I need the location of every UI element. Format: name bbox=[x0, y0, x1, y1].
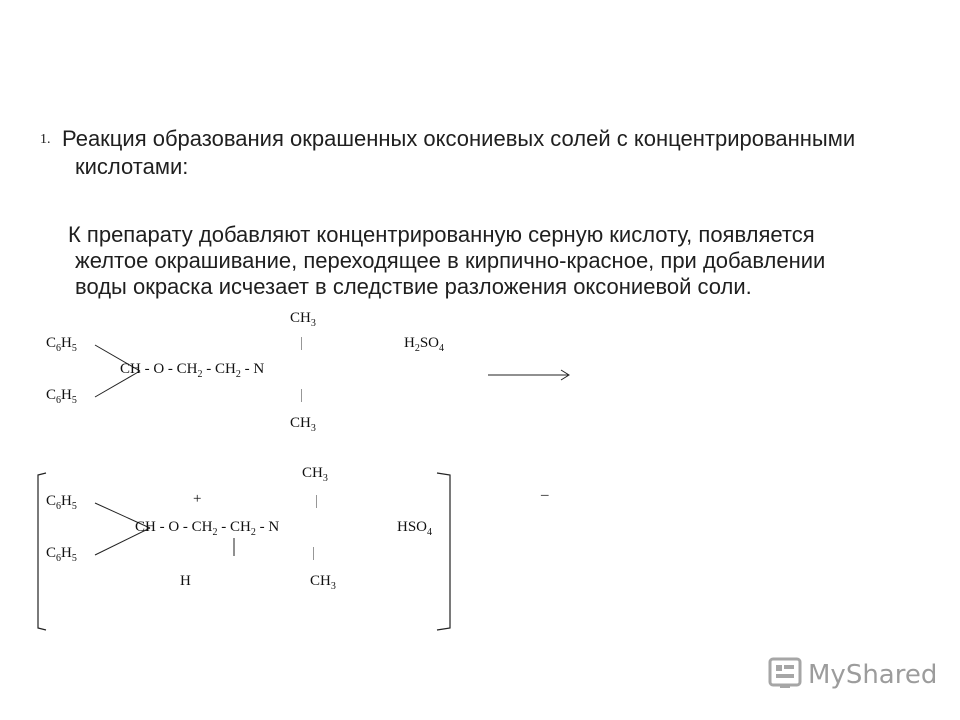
r1-bond-bottom: | bbox=[300, 387, 304, 403]
r1-ch3-top: $CH_3$ bbox=[290, 310, 316, 329]
r1-c6h5-top: $C_6H_5$ bbox=[46, 335, 77, 354]
r1-chain: CH - O - $CH_2 - CH_2$ - N bbox=[120, 361, 265, 380]
item-number: 1. bbox=[40, 132, 51, 147]
r2-ch3-bottom: $CH_3$ bbox=[310, 573, 336, 592]
r1-reagent: $H_2SO_4$ bbox=[404, 335, 445, 354]
r2-ch3-top: $CH_3$ bbox=[302, 465, 328, 484]
right-bracket bbox=[437, 473, 450, 630]
r2-c6h5-top: $C_6H_5$ bbox=[46, 493, 77, 512]
watermark bbox=[768, 655, 937, 694]
myshared-logo-icon bbox=[768, 655, 802, 694]
r2-hydrogen: H bbox=[180, 573, 191, 589]
r2-c6h5-bottom: $C_6H_5$ bbox=[46, 545, 77, 564]
positive-charge: + bbox=[193, 491, 202, 507]
r1-bond-top: | bbox=[300, 335, 304, 351]
r2-anion: $HSO_4$ bbox=[397, 519, 433, 538]
r1-c6h5-bottom: $C_6H_5$ bbox=[46, 387, 77, 406]
r2-chain: CH - O - $CH_2 - CH_2$ - N bbox=[135, 519, 280, 538]
r1-ch3-bottom: $CH_3$ bbox=[290, 415, 316, 434]
negative-charge: _ bbox=[541, 482, 549, 498]
item-heading-line2: кислотами: bbox=[75, 154, 189, 179]
watermark-text: MyShared bbox=[808, 659, 938, 690]
description-line1: К препарату добавляют концентрированную серную кислоту, появляется bbox=[68, 222, 815, 247]
description-line3: воды окраска исчезает в следствие разложения оксониевой соли. bbox=[75, 274, 752, 299]
left-bracket bbox=[38, 473, 46, 630]
description-line2: желтое окрашивание, переходящее в кирпично-красное, при добавлении bbox=[75, 248, 826, 273]
item-heading-line1: Реакция образования окрашенных оксониевых солей с концентрированными bbox=[62, 126, 856, 151]
r2-bond-bottom: | bbox=[312, 545, 316, 561]
r2-bond-top: | bbox=[315, 493, 319, 509]
